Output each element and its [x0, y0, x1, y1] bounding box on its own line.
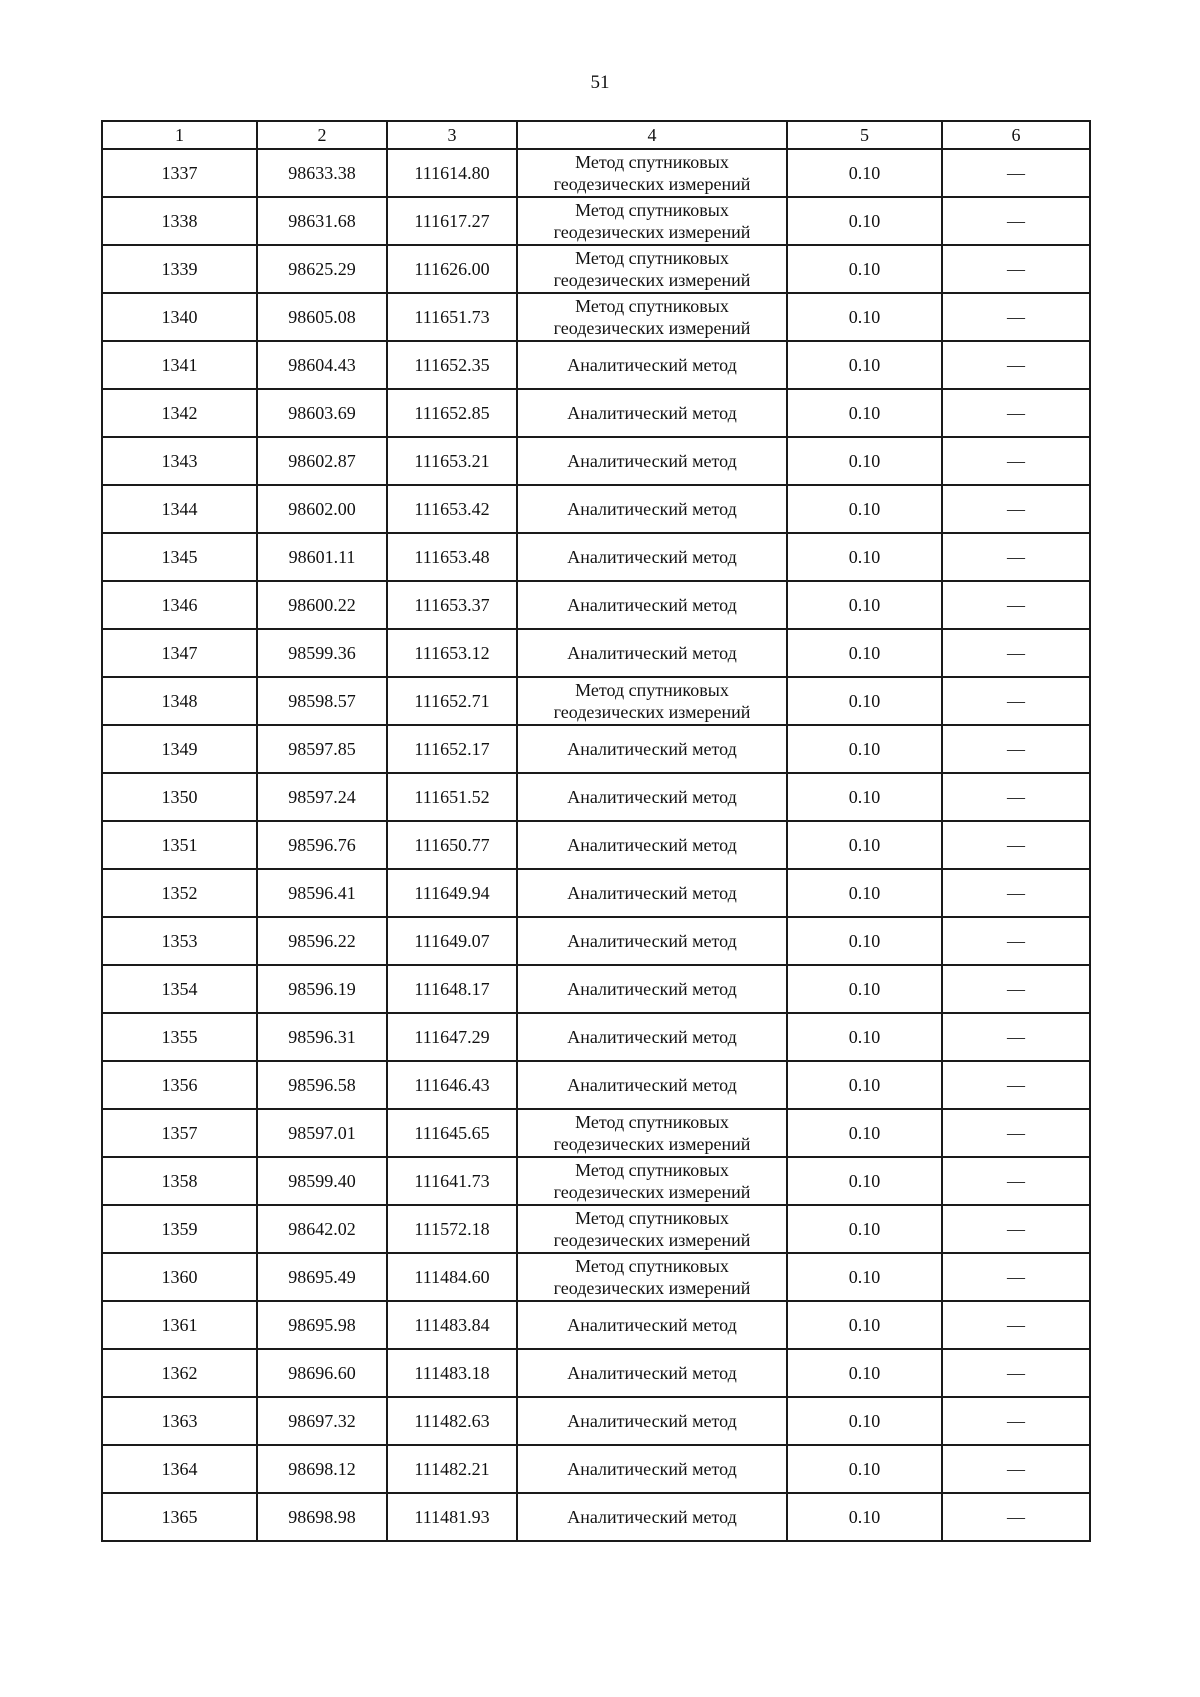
column-header: 5 — [787, 121, 942, 149]
point-number-cell: 1350 — [102, 773, 257, 821]
method-cell: Аналитический метод — [517, 773, 787, 821]
point-number-cell: 1358 — [102, 1157, 257, 1205]
y-coordinate-cell: 111483.84 — [387, 1301, 517, 1349]
table-row — [102, 725, 1090, 773]
y-coordinate-cell: 111484.60 — [387, 1253, 517, 1301]
note-cell: — — [942, 677, 1090, 725]
table-header — [102, 121, 1090, 149]
column-header: 2 — [257, 121, 387, 149]
accuracy-cell: 0.10 — [787, 1397, 942, 1445]
y-coordinate-cell: 111653.48 — [387, 533, 517, 581]
method-cell: Аналитический метод — [517, 437, 787, 485]
point-number-cell: 1349 — [102, 725, 257, 773]
note-cell: — — [942, 821, 1090, 869]
x-coordinate-cell: 98625.29 — [257, 245, 387, 293]
accuracy-cell: 0.10 — [787, 869, 942, 917]
accuracy-cell: 0.10 — [787, 1109, 942, 1157]
x-coordinate-cell: 98695.49 — [257, 1253, 387, 1301]
table-row — [102, 1301, 1090, 1349]
y-coordinate-cell: 111653.37 — [387, 581, 517, 629]
table-row — [102, 437, 1090, 485]
note-cell: — — [942, 1349, 1090, 1397]
accuracy-cell: 0.10 — [787, 581, 942, 629]
y-coordinate-cell: 111652.85 — [387, 389, 517, 437]
accuracy-cell: 0.10 — [787, 1445, 942, 1493]
note-cell: — — [942, 965, 1090, 1013]
point-number-cell: 1356 — [102, 1061, 257, 1109]
point-number-cell: 1365 — [102, 1493, 257, 1541]
point-number-cell: 1343 — [102, 437, 257, 485]
x-coordinate-cell: 98698.12 — [257, 1445, 387, 1493]
table-body — [102, 149, 1090, 1541]
y-coordinate-cell: 111653.42 — [387, 485, 517, 533]
method-cell: Аналитический метод — [517, 1349, 787, 1397]
accuracy-cell: 0.10 — [787, 245, 942, 293]
x-coordinate-cell: 98631.68 — [257, 197, 387, 245]
note-cell: — — [942, 149, 1090, 197]
table-row — [102, 197, 1090, 245]
x-coordinate-cell: 98697.32 — [257, 1397, 387, 1445]
method-cell: Метод спутниковых геодезических измерений — [517, 149, 787, 197]
y-coordinate-cell: 111482.63 — [387, 1397, 517, 1445]
y-coordinate-cell: 111572.18 — [387, 1205, 517, 1253]
accuracy-cell: 0.10 — [787, 485, 942, 533]
method-cell: Аналитический метод — [517, 581, 787, 629]
y-coordinate-cell: 111651.73 — [387, 293, 517, 341]
y-coordinate-cell: 111652.71 — [387, 677, 517, 725]
x-coordinate-cell: 98695.98 — [257, 1301, 387, 1349]
y-coordinate-cell: 111649.07 — [387, 917, 517, 965]
note-cell: — — [942, 341, 1090, 389]
column-header: 4 — [517, 121, 787, 149]
accuracy-cell: 0.10 — [787, 437, 942, 485]
header-row — [102, 121, 1090, 149]
x-coordinate-cell: 98600.22 — [257, 581, 387, 629]
method-cell: Метод спутниковых геодезических измерений — [517, 1109, 787, 1157]
note-cell: — — [942, 1061, 1090, 1109]
table-row — [102, 965, 1090, 1013]
method-cell: Аналитический метод — [517, 389, 787, 437]
point-number-cell: 1338 — [102, 197, 257, 245]
x-coordinate-cell: 98698.98 — [257, 1493, 387, 1541]
method-cell: Аналитический метод — [517, 869, 787, 917]
accuracy-cell: 0.10 — [787, 533, 942, 581]
column-header: 1 — [102, 121, 257, 149]
y-coordinate-cell: 111651.52 — [387, 773, 517, 821]
method-cell: Аналитический метод — [517, 725, 787, 773]
x-coordinate-cell: 98598.57 — [257, 677, 387, 725]
note-cell: — — [942, 1109, 1090, 1157]
table-row — [102, 245, 1090, 293]
accuracy-cell: 0.10 — [787, 389, 942, 437]
point-number-cell: 1346 — [102, 581, 257, 629]
note-cell: — — [942, 533, 1090, 581]
method-cell: Метод спутниковых геодезических измерений — [517, 1157, 787, 1205]
note-cell: — — [942, 293, 1090, 341]
method-cell: Метод спутниковых геодезических измерений — [517, 293, 787, 341]
point-number-cell: 1341 — [102, 341, 257, 389]
y-coordinate-cell: 111641.73 — [387, 1157, 517, 1205]
point-number-cell: 1337 — [102, 149, 257, 197]
point-number-cell: 1361 — [102, 1301, 257, 1349]
point-number-cell: 1353 — [102, 917, 257, 965]
point-number-cell: 1354 — [102, 965, 257, 1013]
method-cell: Аналитический метод — [517, 1301, 787, 1349]
note-cell: — — [942, 1493, 1090, 1541]
point-number-cell: 1344 — [102, 485, 257, 533]
point-number-cell: 1355 — [102, 1013, 257, 1061]
note-cell: — — [942, 1253, 1090, 1301]
y-coordinate-cell: 111645.65 — [387, 1109, 517, 1157]
y-coordinate-cell: 111653.12 — [387, 629, 517, 677]
table-row — [102, 533, 1090, 581]
method-cell: Аналитический метод — [517, 1445, 787, 1493]
point-number-cell: 1352 — [102, 869, 257, 917]
point-number-cell: 1359 — [102, 1205, 257, 1253]
accuracy-cell: 0.10 — [787, 1301, 942, 1349]
point-number-cell: 1357 — [102, 1109, 257, 1157]
table-row — [102, 1109, 1090, 1157]
y-coordinate-cell: 111481.93 — [387, 1493, 517, 1541]
method-cell: Аналитический метод — [517, 821, 787, 869]
table-row — [102, 1061, 1090, 1109]
note-cell: — — [942, 437, 1090, 485]
note-cell: — — [942, 389, 1090, 437]
accuracy-cell: 0.10 — [787, 773, 942, 821]
note-cell: — — [942, 1157, 1090, 1205]
column-header: 6 — [942, 121, 1090, 149]
point-number-cell: 1362 — [102, 1349, 257, 1397]
note-cell: — — [942, 773, 1090, 821]
x-coordinate-cell: 98696.60 — [257, 1349, 387, 1397]
table-row — [102, 1397, 1090, 1445]
table-row — [102, 869, 1090, 917]
accuracy-cell: 0.10 — [787, 1013, 942, 1061]
accuracy-cell: 0.10 — [787, 965, 942, 1013]
note-cell: — — [942, 197, 1090, 245]
accuracy-cell: 0.10 — [787, 1349, 942, 1397]
table-row — [102, 1157, 1090, 1205]
x-coordinate-cell: 98602.00 — [257, 485, 387, 533]
table-row — [102, 485, 1090, 533]
table-row — [102, 1493, 1090, 1541]
method-cell: Аналитический метод — [517, 1493, 787, 1541]
method-cell: Аналитический метод — [517, 1013, 787, 1061]
table-row — [102, 341, 1090, 389]
method-cell: Аналитический метод — [517, 485, 787, 533]
table-row — [102, 629, 1090, 677]
method-cell: Метод спутниковых геодезических измерений — [517, 245, 787, 293]
x-coordinate-cell: 98602.87 — [257, 437, 387, 485]
x-coordinate-cell: 98597.24 — [257, 773, 387, 821]
method-cell: Аналитический метод — [517, 629, 787, 677]
y-coordinate-cell: 111646.43 — [387, 1061, 517, 1109]
note-cell: — — [942, 917, 1090, 965]
x-coordinate-cell: 98642.02 — [257, 1205, 387, 1253]
table-row — [102, 917, 1090, 965]
note-cell: — — [942, 1445, 1090, 1493]
accuracy-cell: 0.10 — [787, 293, 942, 341]
x-coordinate-cell: 98599.40 — [257, 1157, 387, 1205]
note-cell: — — [942, 485, 1090, 533]
x-coordinate-cell: 98597.85 — [257, 725, 387, 773]
accuracy-cell: 0.10 — [787, 821, 942, 869]
x-coordinate-cell: 98596.22 — [257, 917, 387, 965]
y-coordinate-cell: 111652.35 — [387, 341, 517, 389]
accuracy-cell: 0.10 — [787, 197, 942, 245]
x-coordinate-cell: 98599.36 — [257, 629, 387, 677]
x-coordinate-cell: 98603.69 — [257, 389, 387, 437]
column-header: 3 — [387, 121, 517, 149]
accuracy-cell: 0.10 — [787, 149, 942, 197]
point-number-cell: 1339 — [102, 245, 257, 293]
x-coordinate-cell: 98597.01 — [257, 1109, 387, 1157]
method-cell: Аналитический метод — [517, 965, 787, 1013]
table-row — [102, 1349, 1090, 1397]
coordinates-table — [101, 120, 1091, 1542]
y-coordinate-cell: 111648.17 — [387, 965, 517, 1013]
method-cell: Метод спутниковых геодезических измерений — [517, 1205, 787, 1253]
x-coordinate-cell: 98633.38 — [257, 149, 387, 197]
x-coordinate-cell: 98596.41 — [257, 869, 387, 917]
note-cell: — — [942, 629, 1090, 677]
accuracy-cell: 0.10 — [787, 1493, 942, 1541]
x-coordinate-cell: 98596.19 — [257, 965, 387, 1013]
accuracy-cell: 0.10 — [787, 1253, 942, 1301]
y-coordinate-cell: 111483.18 — [387, 1349, 517, 1397]
point-number-cell: 1345 — [102, 533, 257, 581]
accuracy-cell: 0.10 — [787, 1205, 942, 1253]
accuracy-cell: 0.10 — [787, 629, 942, 677]
method-cell: Аналитический метод — [517, 341, 787, 389]
method-cell: Метод спутниковых геодезических измерений — [517, 197, 787, 245]
table-row — [102, 293, 1090, 341]
accuracy-cell: 0.10 — [787, 341, 942, 389]
point-number-cell: 1340 — [102, 293, 257, 341]
method-cell: Аналитический метод — [517, 1397, 787, 1445]
table-row — [102, 149, 1090, 197]
y-coordinate-cell: 111649.94 — [387, 869, 517, 917]
y-coordinate-cell: 111653.21 — [387, 437, 517, 485]
method-cell: Аналитический метод — [517, 917, 787, 965]
point-number-cell: 1363 — [102, 1397, 257, 1445]
x-coordinate-cell: 98596.76 — [257, 821, 387, 869]
x-coordinate-cell: 98601.11 — [257, 533, 387, 581]
note-cell: — — [942, 245, 1090, 293]
accuracy-cell: 0.10 — [787, 917, 942, 965]
accuracy-cell: 0.10 — [787, 725, 942, 773]
point-number-cell: 1360 — [102, 1253, 257, 1301]
accuracy-cell: 0.10 — [787, 1061, 942, 1109]
y-coordinate-cell: 111617.27 — [387, 197, 517, 245]
method-cell: Аналитический метод — [517, 1061, 787, 1109]
table-row — [102, 1013, 1090, 1061]
x-coordinate-cell: 98596.58 — [257, 1061, 387, 1109]
x-coordinate-cell: 98604.43 — [257, 341, 387, 389]
table-row — [102, 1445, 1090, 1493]
table-row — [102, 1205, 1090, 1253]
method-cell: Аналитический метод — [517, 533, 787, 581]
x-coordinate-cell: 98605.08 — [257, 293, 387, 341]
table-row — [102, 821, 1090, 869]
note-cell: — — [942, 1397, 1090, 1445]
y-coordinate-cell: 111614.80 — [387, 149, 517, 197]
y-coordinate-cell: 111482.21 — [387, 1445, 517, 1493]
method-cell: Метод спутниковых геодезических измерений — [517, 1253, 787, 1301]
table-row — [102, 581, 1090, 629]
note-cell: — — [942, 1013, 1090, 1061]
y-coordinate-cell: 111626.00 — [387, 245, 517, 293]
note-cell: — — [942, 581, 1090, 629]
method-cell: Метод спутниковых геодезических измерений — [517, 677, 787, 725]
table-row — [102, 773, 1090, 821]
note-cell: — — [942, 869, 1090, 917]
table-row — [102, 389, 1090, 437]
note-cell: — — [942, 1301, 1090, 1349]
y-coordinate-cell: 111652.17 — [387, 725, 517, 773]
note-cell: — — [942, 725, 1090, 773]
point-number-cell: 1364 — [102, 1445, 257, 1493]
y-coordinate-cell: 111650.77 — [387, 821, 517, 869]
accuracy-cell: 0.10 — [787, 1157, 942, 1205]
point-number-cell: 1351 — [102, 821, 257, 869]
x-coordinate-cell: 98596.31 — [257, 1013, 387, 1061]
point-number-cell: 1342 — [102, 389, 257, 437]
point-number-cell: 1347 — [102, 629, 257, 677]
note-cell: — — [942, 1205, 1090, 1253]
y-coordinate-cell: 111647.29 — [387, 1013, 517, 1061]
table-row — [102, 1253, 1090, 1301]
table-row — [102, 677, 1090, 725]
accuracy-cell: 0.10 — [787, 677, 942, 725]
point-number-cell: 1348 — [102, 677, 257, 725]
page-number: 51 — [590, 72, 610, 93]
